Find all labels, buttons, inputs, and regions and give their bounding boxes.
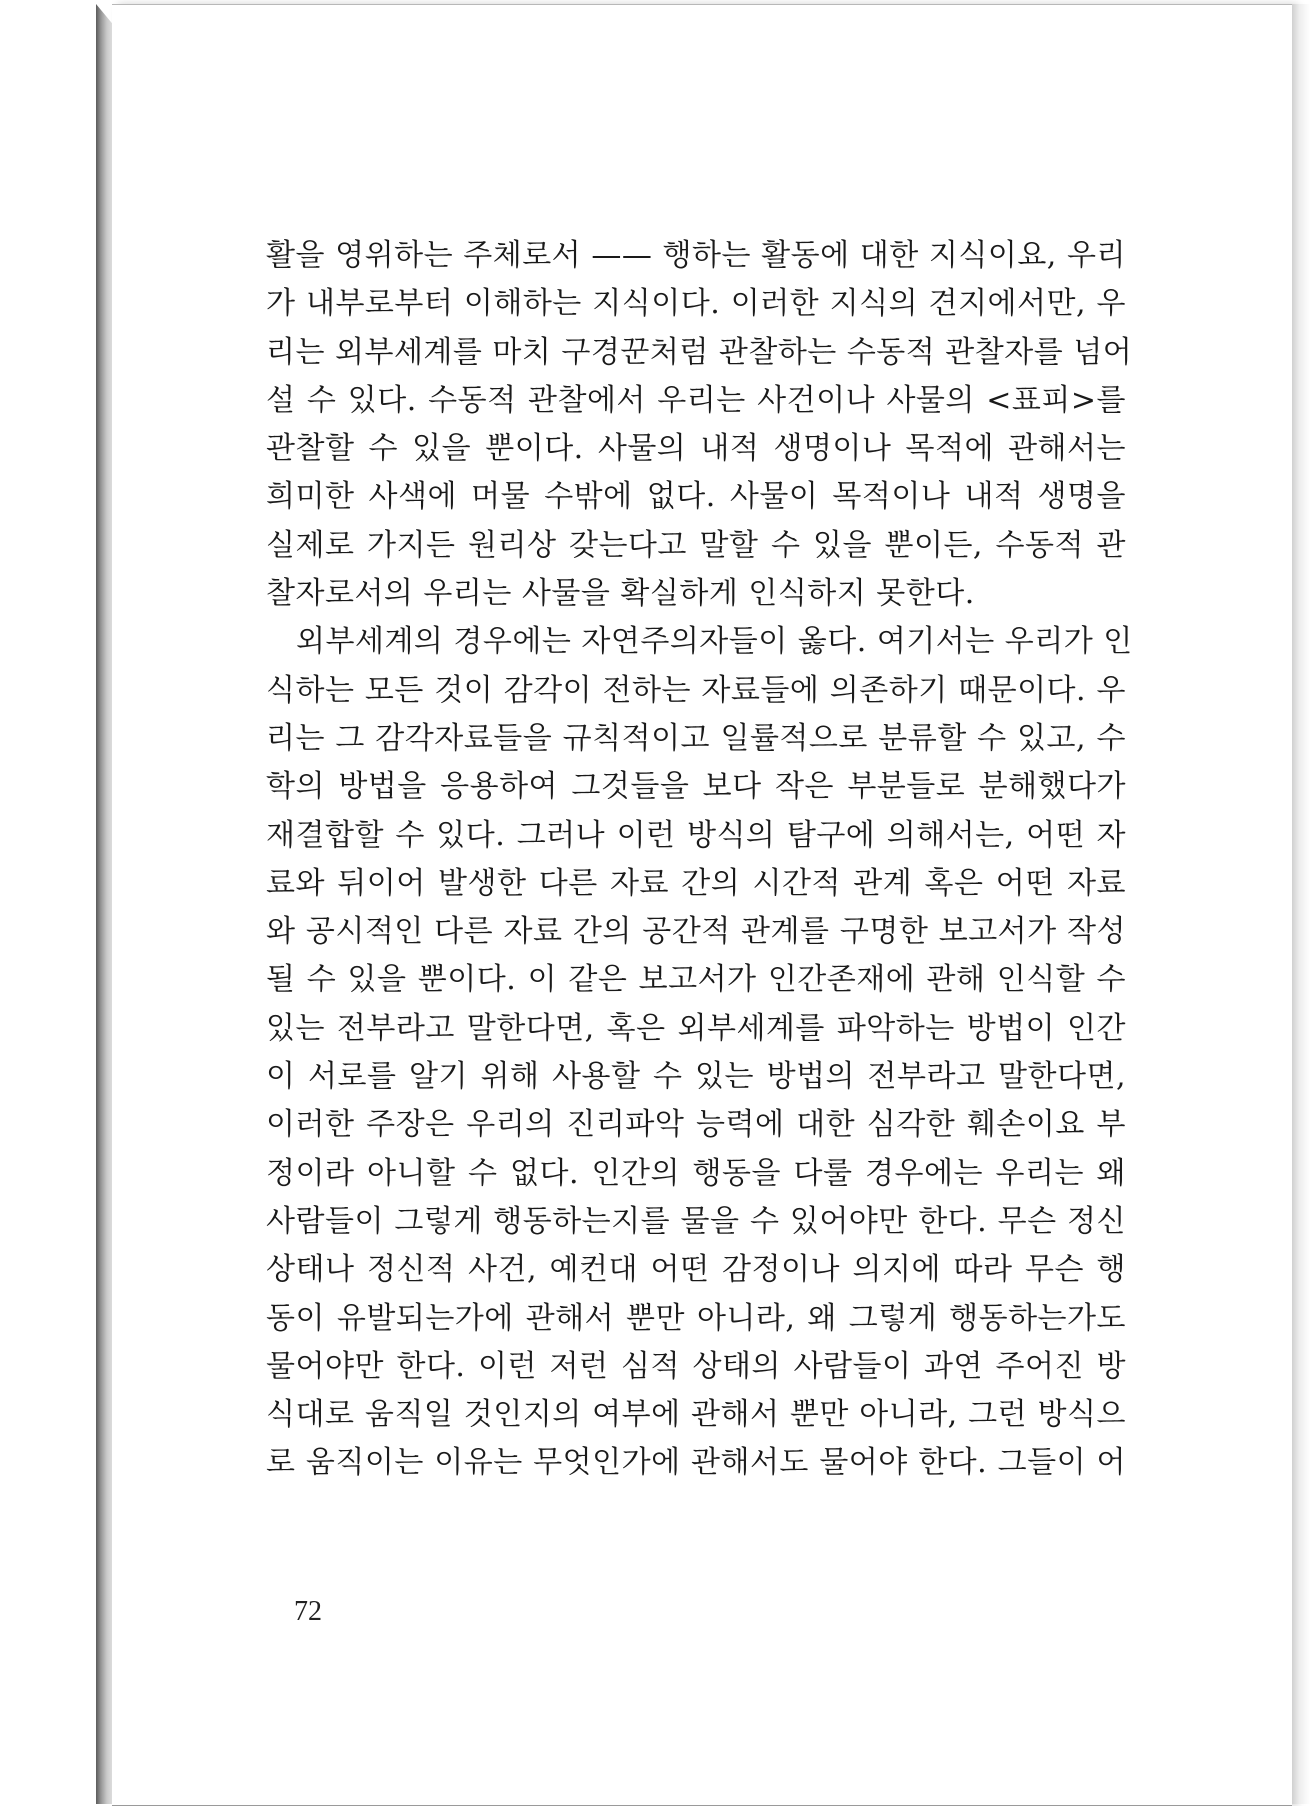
page-number: 72 [294, 1596, 322, 1627]
body-text [266, 232, 1133, 1488]
text-line: 리는 외부세계를 마치 구경꾼처럼 관찰하는 수동적 관찰자를 넘어 [266, 334, 1133, 370]
text-line: 실제로 가지든 원리상 갖는다고 말할 수 있을 뿐이든, 수동적 관 [266, 527, 1126, 563]
text-line: 료와 뒤이어 발생한 다른 자료 간의 시간적 관계 혹은 어떤 자료 [266, 865, 1126, 901]
text-line: 와 공시적인 다른 자료 간의 공간적 관계를 구명한 보고서가 작성 [266, 914, 1126, 950]
text-line: 물어야만 한다. 이런 저런 심적 상태의 사람들이 과연 주어진 방 [266, 1348, 1126, 1384]
text-line: 사람들이 그렇게 행동하는지를 물을 수 있어야만 한다. 무슨 정신 [266, 1203, 1126, 1239]
text-line: 활을 영위하는 주체로서 —— 행하는 활동에 대한 지식이요, 우리 [266, 238, 1126, 273]
text-line: 있는 전부라고 말한다면, 혹은 외부세계를 파악하는 방법이 인간 [266, 1010, 1126, 1046]
page-right-shadow [1292, 4, 1310, 1804]
text-line: 이 서로를 알기 위해 사용할 수 있는 방법의 전부라고 말한다면, [266, 1059, 1126, 1095]
text-line: 동이 유발되는가에 관해서 뿐만 아니라, 왜 그렇게 행동하는가도 [266, 1300, 1126, 1336]
text-line: 가 내부로부터 이해하는 지식이다. 이러한 지식의 견지에서만, 우 [266, 286, 1126, 322]
text-line: 학의 방법을 응용하여 그것들을 보다 작은 부분들로 분해했다가 [266, 769, 1126, 805]
text-line: 리는 그 감각자료들을 규칙적이고 일률적으로 분류할 수 있고, 수 [266, 720, 1126, 756]
text-line: 상태나 정신적 사건, 예컨대 어떤 감정이나 의지에 따라 무슨 행 [266, 1252, 1126, 1288]
text-line: 설 수 있다. 수동적 관찰에서 우리는 사건이나 사물의 <표피>를 [266, 382, 1126, 418]
text-line: 외부세계의 경우에는 자연주의자들이 옳다. 여기서는 우리가 인 [296, 624, 1133, 660]
text-line: 로 움직이는 이유는 무엇인가에 관해서도 물어야 한다. 그들이 어 [266, 1445, 1126, 1481]
text-line: 관찰할 수 있을 뿐이다. 사물의 내적 생명이나 목적에 관해서는 [266, 431, 1126, 467]
text-line: 찰자로서의 우리는 사물을 확실하게 인식하지 못한다. [266, 576, 975, 612]
text-line: 될 수 있을 뿐이다. 이 같은 보고서가 인간존재에 관해 인식할 수 [266, 962, 1126, 998]
text-line: 희미한 사색에 머물 수밖에 없다. 사물이 목적이나 내적 생명을 [266, 479, 1126, 515]
text-line: 재결합할 수 있다. 그러나 이런 방식의 탐구에 의해서는, 어떤 자 [266, 817, 1126, 853]
text-line: 이러한 주장은 우리의 진리파악 능력에 대한 심각한 훼손이요 부 [266, 1107, 1126, 1143]
text-line: 정이라 아니할 수 없다. 인간의 행동을 다룰 경우에는 우리는 왜 [266, 1155, 1126, 1191]
text-line: 식하는 모든 것이 감각이 전하는 자료들에 의존하기 때문이다. 우 [266, 672, 1126, 708]
text-line: 식대로 움직일 것인지의 여부에 관해서 뿐만 아니라, 그런 방식으 [266, 1397, 1126, 1433]
